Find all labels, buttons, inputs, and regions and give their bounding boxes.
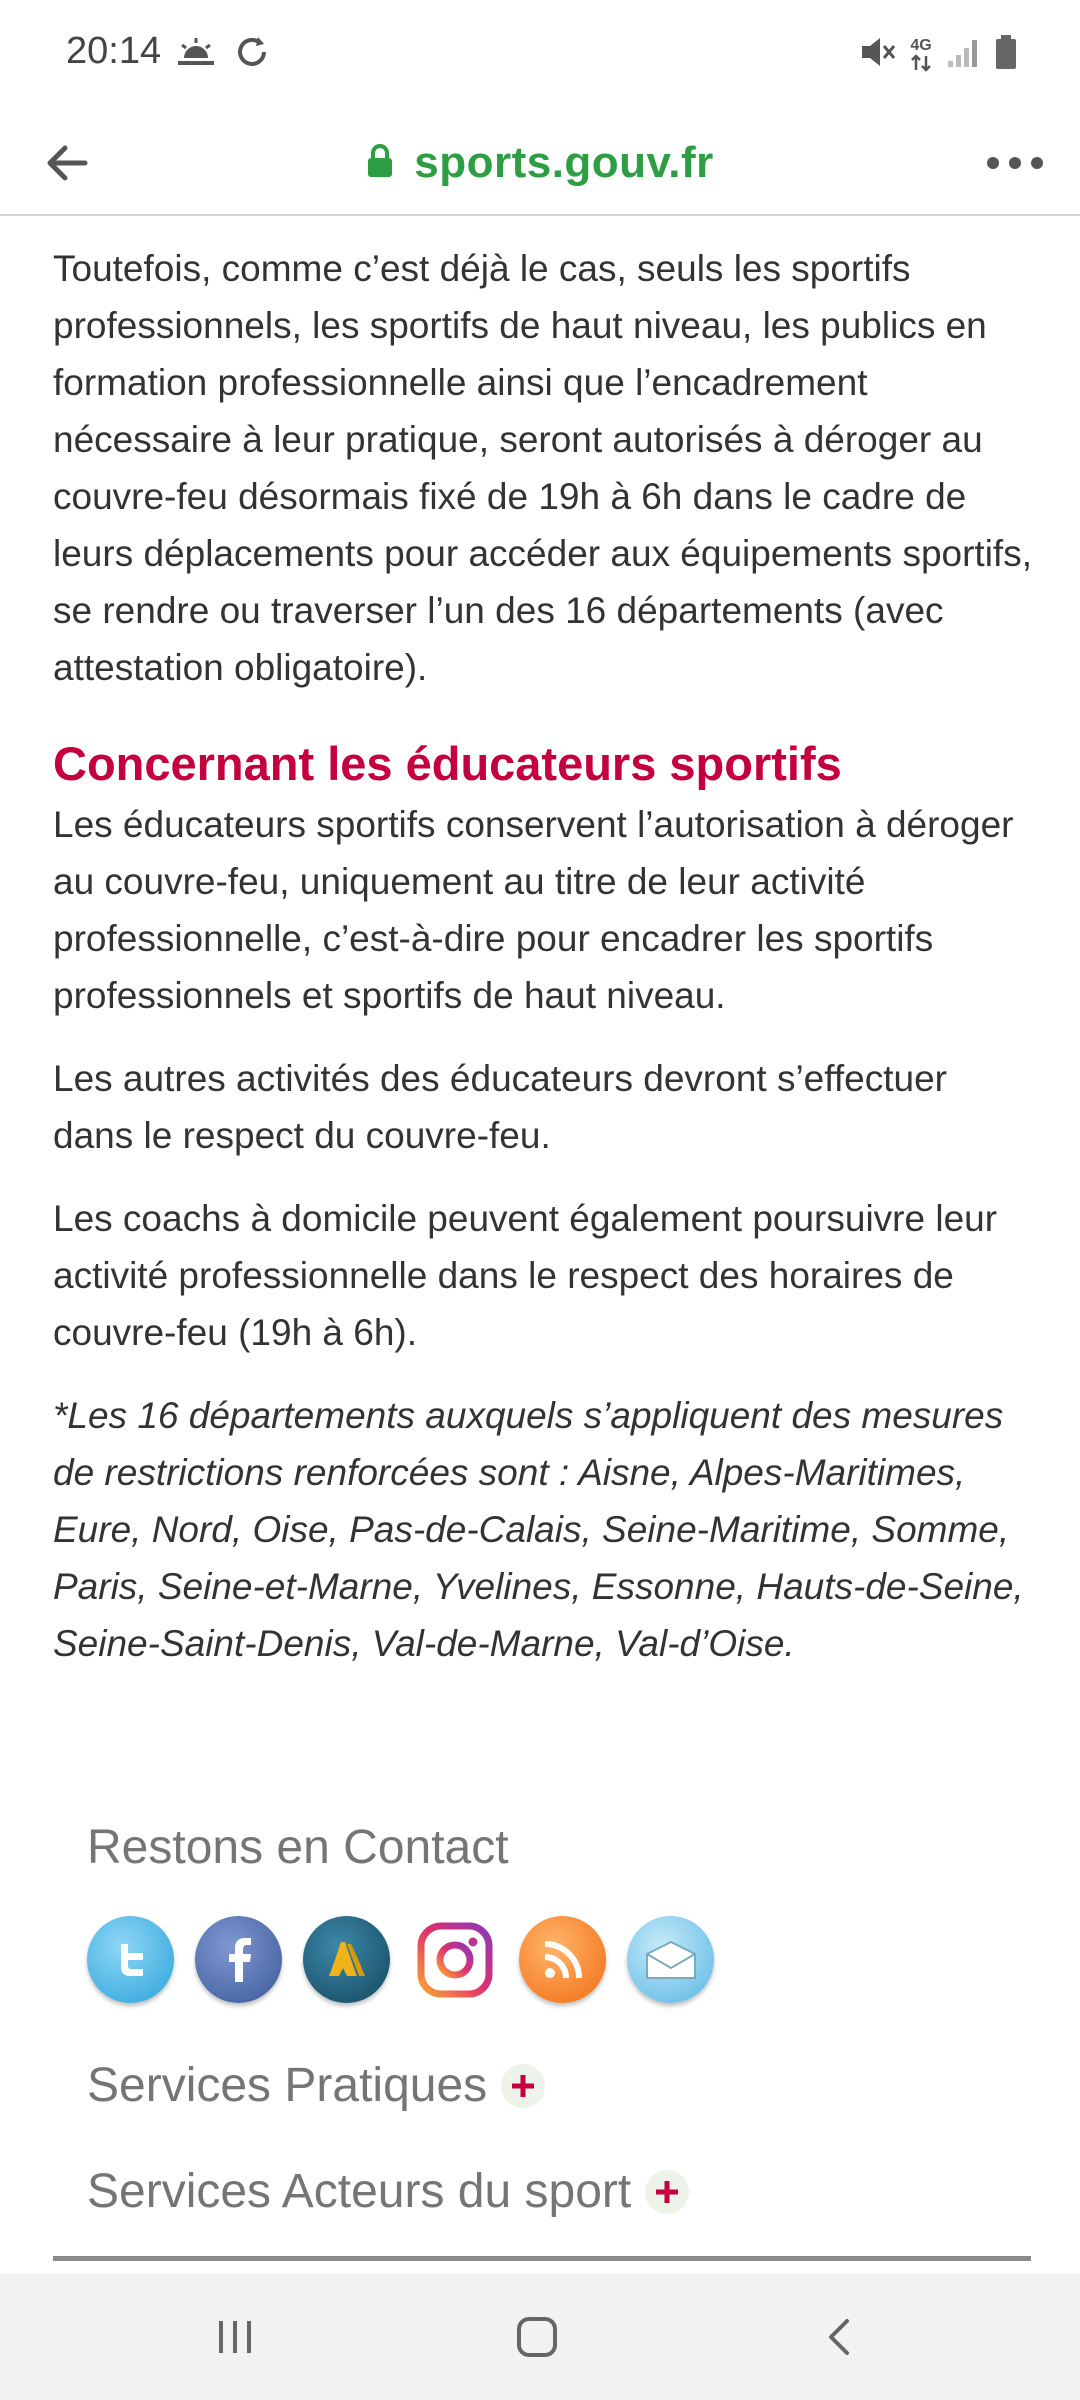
paragraph-coachs: Les coachs à domicile peuvent également poursuivre leur activité professionnelle dans le respect des horaires de couvre-feu (19h à 6h). (53, 1198, 998, 1353)
url-display[interactable] (0, 132, 1080, 194)
social-links (87, 1916, 714, 2003)
status-time: 20:14 (66, 30, 162, 72)
contact-title: Restons en Contact (87, 1821, 509, 1874)
newsletter-icon[interactable] (627, 1916, 714, 2003)
recent-apps-icon[interactable] (190, 2302, 280, 2372)
url-text: sports.gouv.fr (414, 138, 714, 187)
browser-url-bar (0, 110, 1080, 216)
paragraph-derogation: Toutefois, comme c’est déjà le cas, seuls les sportifs professionnels, les sportifs de haut niveau, les publics en formation professionnelle ainsi que l’encadrement nécessaire à leur pratique, seront autorisés à déroger au couvre-feu désormais fixé de 19h à 6h dans le cadre de leurs déplacements pour accéder aux équipements sportifs, se rendre ou traverser l’un des 16 départements (avec attestation obligatoire). (53, 248, 1032, 688)
twitter-icon[interactable] (87, 1916, 174, 2003)
paragraph-educateurs: Les éducateurs sportifs conservent l’autorisation à déroger au couvre-feu, uniquement au titre de leur activité professionnelle, c’est-à-dire pour encadrer les sportifs professionnels et sportifs de haut niveau. (53, 804, 1014, 1016)
home-icon[interactable] (492, 2302, 582, 2372)
more-dots-icon (985, 155, 1045, 171)
lock-icon (366, 143, 394, 184)
plus-icon[interactable] (645, 2170, 689, 2214)
mute-icon (858, 34, 896, 75)
instagram-icon[interactable] (411, 1916, 498, 2003)
sync-icon (234, 34, 270, 75)
plus-icon[interactable] (501, 2064, 545, 2108)
battery-icon (994, 34, 1018, 75)
4g-data-icon (910, 38, 932, 72)
facebook-icon[interactable] (195, 1916, 282, 2003)
services-acteurs-sport[interactable] (87, 2164, 689, 2219)
status-right-icons (858, 34, 1018, 75)
signal-icon (946, 35, 980, 74)
back-icon[interactable] (796, 2302, 886, 2372)
system-nav-bar (0, 2274, 1080, 2400)
services-pratiques-label: Services Pratiques (87, 2059, 488, 2112)
status-bar (0, 0, 1080, 110)
services-acteurs-label: Services Acteurs du sport (87, 2165, 632, 2218)
footnote-departements: *Les 16 départements auxquels s’appliquent des mesures de restrictions renforcées sont : Aisne, Alpes-Maritimes, Eure, Nord, Oise, Pas-de-Calais, Seine-Maritime, Somme, Paris, Seine-et-Marne, Yvelines, Essonne, Hauts-de-Seine, Seine-Saint-Denis, Val-de-Marne, Val-d’Oise. (53, 1395, 1024, 1664)
section-heading: Concernant les éducateurs sportifs (53, 737, 842, 790)
status-left-icons (176, 34, 270, 75)
more-options-button[interactable] (980, 132, 1050, 194)
dailymotion-icon[interactable] (303, 1916, 390, 2003)
footer-divider (53, 2256, 1031, 2261)
weather-sun-icon (176, 34, 216, 75)
rss-icon[interactable] (519, 1916, 606, 2003)
network-label: 4G (910, 36, 932, 54)
article-content (53, 240, 1033, 1672)
services-pratiques[interactable] (87, 2058, 545, 2113)
paragraph-autres-activites: Les autres activités des éducateurs devront s’effectuer dans le respect du couvre-feu. (53, 1058, 947, 1156)
